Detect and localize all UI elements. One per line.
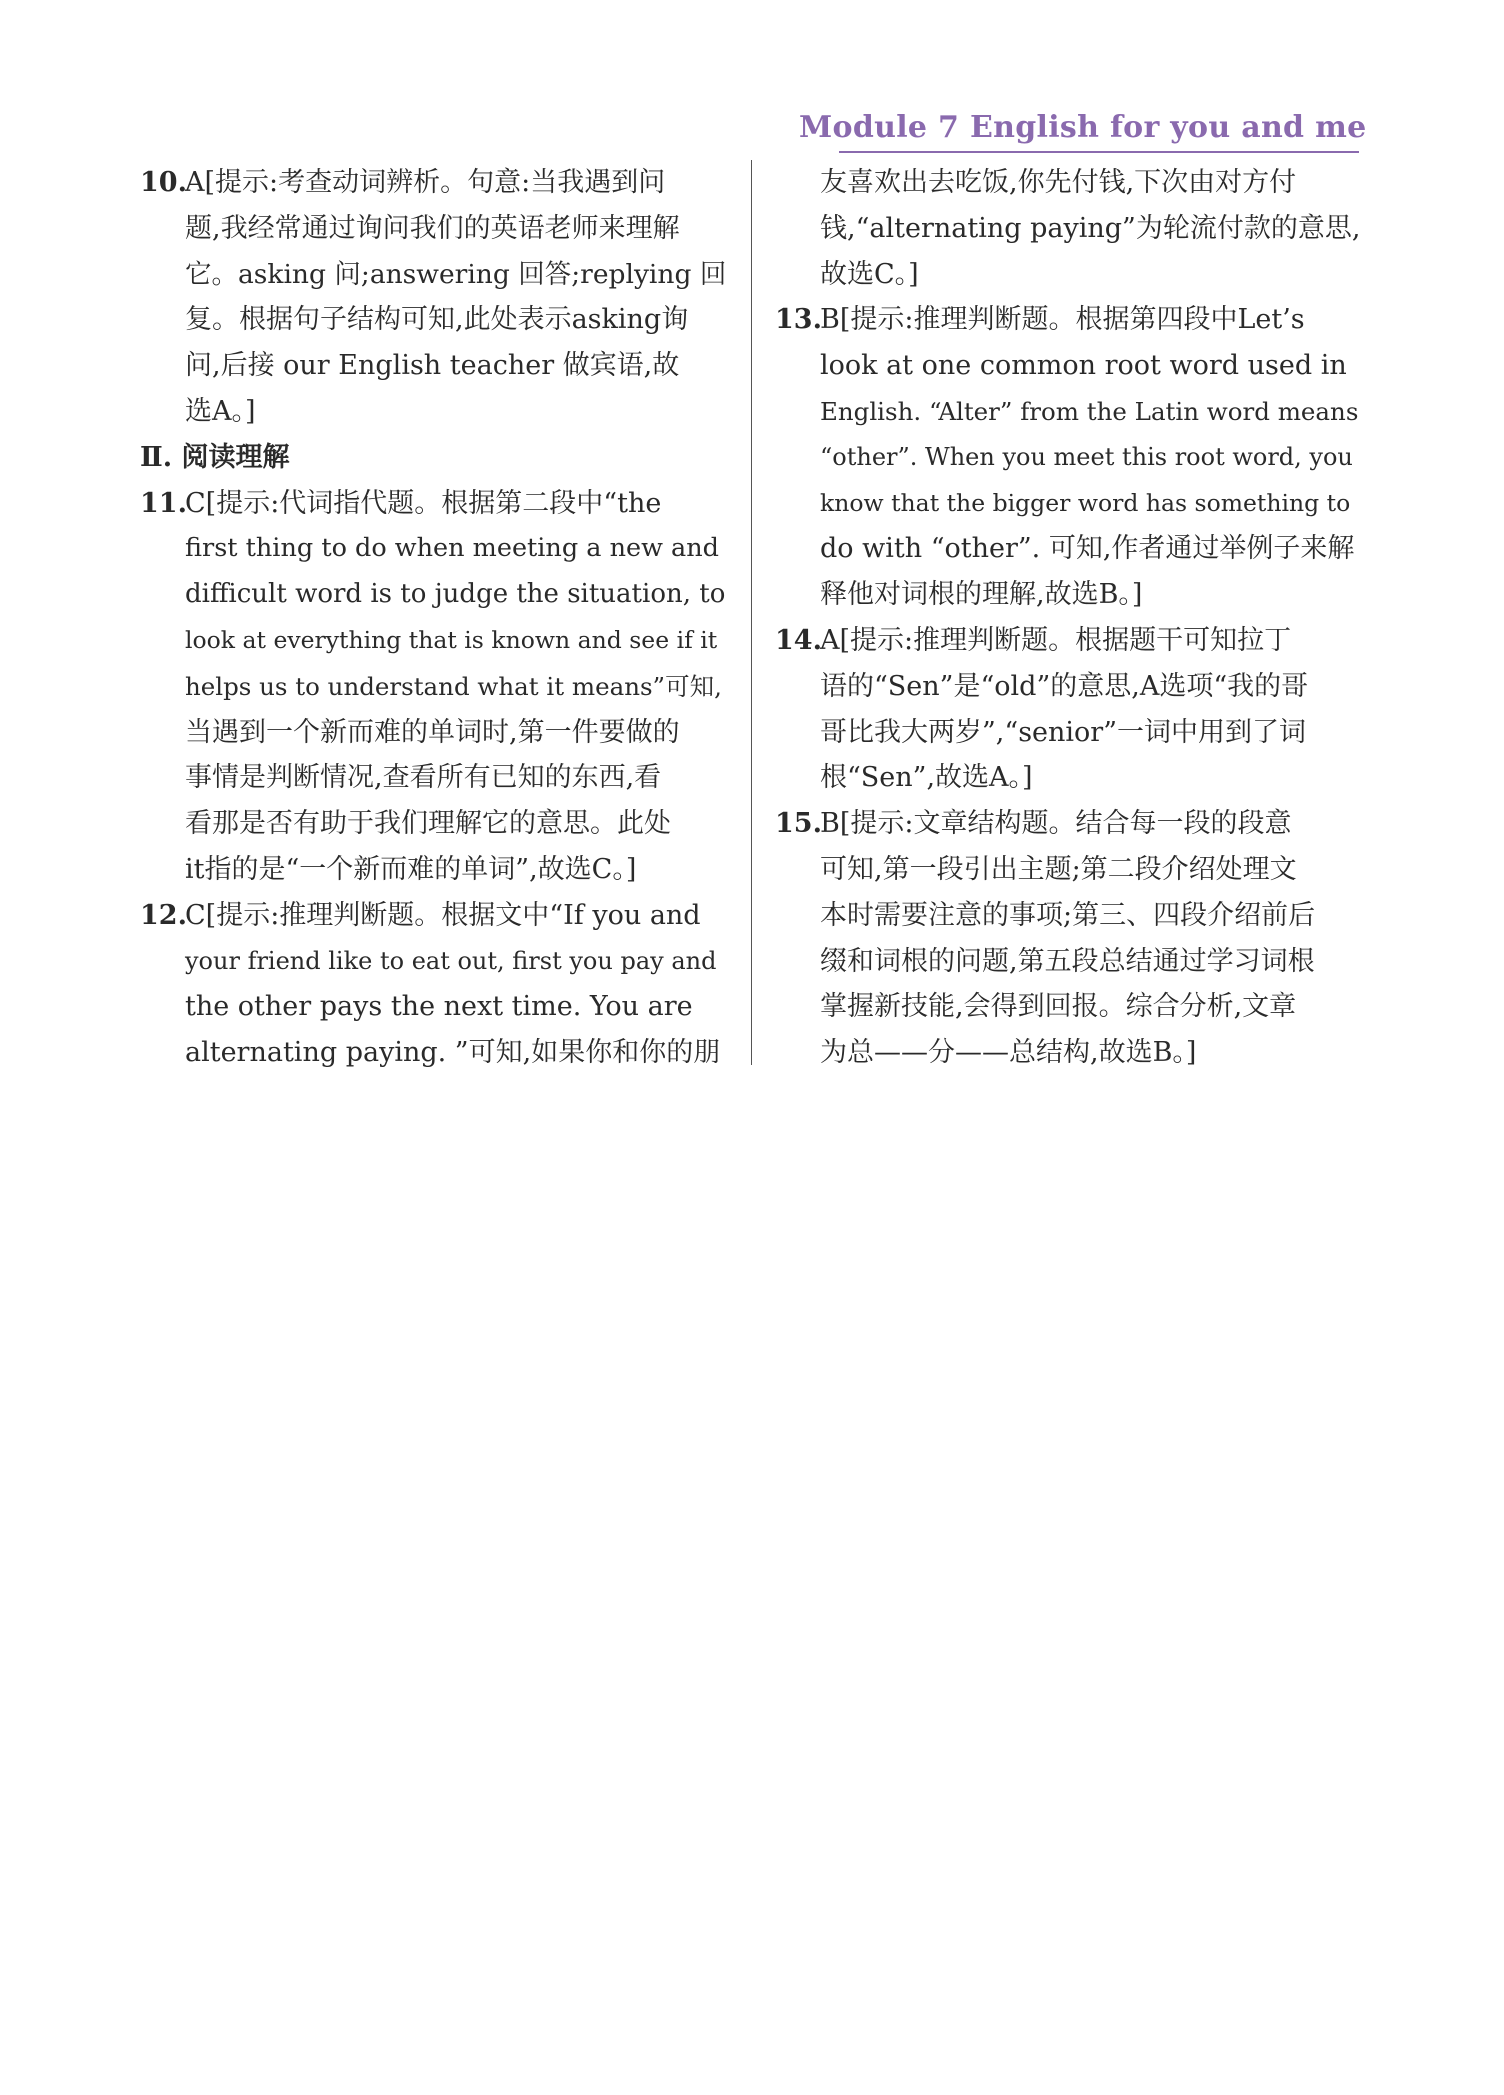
answer-line: A[提示:推理判断题。根据题干可知拉丁 <box>820 624 1292 656</box>
item-number: 10. <box>140 167 187 198</box>
answer-line: B[提示:推理判断题。根据第四段中Let’s <box>820 304 1305 336</box>
answer-line: first thing to do when meeting a new and <box>185 533 719 564</box>
answer-line: helps us to understand what it means”可知, <box>185 671 722 701</box>
answer-line: it指的是“一个新而难的单词”,故选C。] <box>185 853 637 885</box>
header-rule <box>839 151 1359 153</box>
answer-line: English. “Alter” from the Latin word means <box>820 396 1359 426</box>
answer-item-11 <box>140 481 726 893</box>
answer-line: alternating paying. ”可知,如果你和你的朋 <box>185 1037 721 1069</box>
answer-line: 为总——分——总结构,故选B。] <box>820 1037 1197 1069</box>
answer-line: 问,后接 our English teacher 做宾语,故 <box>185 350 680 382</box>
answer-line: 语的“Sen”是“old”的意思,A选项“我的哥 <box>820 670 1309 702</box>
answer-line: 友喜欢出去吃饭,你先付钱,下次由对方付 <box>820 167 1297 198</box>
answer-line: your friend like to eat out, first you pay and <box>185 946 717 975</box>
answer-line: 选A。] <box>185 395 256 427</box>
right-column <box>775 160 1361 1076</box>
answer-line: difficult word is to judge the situation, to <box>185 579 726 610</box>
section-heading-reading: Ⅱ. 阅读理解 <box>140 441 290 473</box>
page-header-title: Module 7 English for you and me <box>799 110 1367 145</box>
answer-item-13 <box>775 297 1361 618</box>
answer-line: look at everything that is known and see if it <box>185 625 718 654</box>
answer-line: 它。asking 问;answering 回答;replying 回 <box>185 258 727 290</box>
answer-line: C[提示:代词指代题。根据第二段中“the <box>185 487 662 519</box>
item-number: 14. <box>775 624 822 656</box>
column-divider <box>751 160 752 1065</box>
answer-line: “other”. When you meet this root word, you <box>820 442 1353 471</box>
answer-item-12-continued <box>775 160 1361 297</box>
answer-line: B[提示:文章结构题。结合每一段的段意 <box>820 808 1292 840</box>
left-column <box>140 160 726 1076</box>
answer-line: do with “other”. 可知,作者通过举例子来解 <box>820 533 1355 565</box>
answer-line: 缀和词根的问题,第五段总结通过学习词根 <box>820 945 1315 977</box>
answer-line: A[提示:考查动词辨析。句意:当我遇到问 <box>185 167 666 198</box>
answer-line: 根“Sen”,故选A。] <box>820 762 1033 794</box>
answer-line: know that the bigger word has something to <box>820 488 1351 517</box>
answer-line: 释他对词根的理解,故选B。] <box>820 579 1143 611</box>
answer-line: the other pays the next time. You are <box>185 991 693 1023</box>
answer-line: 钱,“alternating paying”为轮流付款的意思, <box>820 212 1361 244</box>
answer-line: 哥比我大两岁”,“senior”一词中用到了词 <box>820 716 1307 748</box>
answer-line: 题,我经常通过询问我们的英语老师来理解 <box>185 212 680 244</box>
answer-item-12 <box>140 893 726 1076</box>
answer-line: 掌握新技能,会得到回报。综合分析,文章 <box>820 991 1297 1023</box>
answer-item-14 <box>775 618 1361 801</box>
item-number: 13. <box>775 304 822 336</box>
answer-line: 看那是否有助于我们理解它的意思。此处 <box>185 808 671 840</box>
answer-line: 事情是判断情况,查看所有已知的东西,看 <box>185 762 662 794</box>
item-number: 11. <box>140 487 187 519</box>
answer-line: 本时需要注意的事项;第三、四段介绍前后 <box>820 899 1316 931</box>
answer-line: 复。根据句子结构可知,此处表示asking询 <box>185 304 689 336</box>
answer-item-10 <box>140 160 726 435</box>
answer-line: C[提示:推理判断题。根据文中“If you and <box>185 899 701 931</box>
answer-line: look at one common root word used in <box>820 350 1347 382</box>
answer-item-15 <box>775 801 1361 1076</box>
answer-line: 当遇到一个新而难的单词时,第一件要做的 <box>185 716 680 748</box>
answer-line: 故选C。] <box>820 258 919 290</box>
item-number: 15. <box>775 808 822 840</box>
answer-line: 可知,第一段引出主题;第二段介绍处理文 <box>820 853 1297 885</box>
item-number: 12. <box>140 899 187 931</box>
